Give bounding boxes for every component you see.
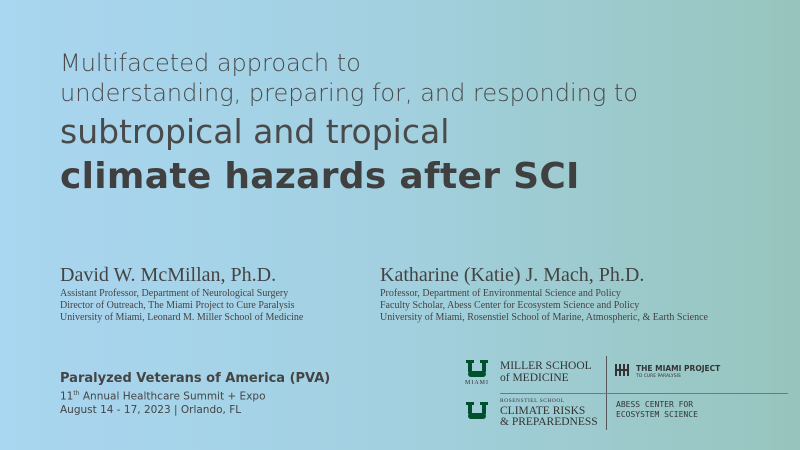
summit-name: Annual Healthcare Summit + Expo [79,390,266,403]
abess-center-logo [616,400,698,420]
event-summit [60,387,330,404]
miami-project-sub: TO CURE PARALYSIS [636,374,681,379]
rosenstiel-label: ROSENSTIEL SCHOOL [500,398,565,404]
presenter-name: Katharine (Katie) J. Mach, Ph.D. [380,264,645,286]
title-line-3: subtropical and tropical [60,112,450,151]
partner-logos [460,356,800,446]
climate-line-1: CLIMATE RISKS [500,405,586,417]
presenter-mach [380,262,790,324]
u-miami-logo [466,360,488,378]
miami-label: MIAMI [465,380,489,386]
presenter-affiliation: Director of Outreach, The Miami Project to Cure Paralysis [60,300,295,311]
presenter-mcmillan [60,262,370,324]
summit-ordinal: 11 [60,390,74,403]
presenter-affiliation: University of Miami, Leonard M. Miller School of Medicine [60,312,304,323]
miller-school-logo-text [500,360,592,384]
presenter-affiliation: Assistant Professor, Department of Neurological Surgery [60,288,289,299]
miami-project-icon [614,362,632,378]
event-dates-location: August 14 - 17, 2023 | Orlando, FL [60,403,242,416]
climate-line-2: & PREPAREDNESS [500,416,598,428]
presenter-affiliation: University of Miami, Rosenstiel School of Marine, Atmospheric, & Earth Science [380,312,708,323]
abess-line-2: ECOSYSTEM SCIENCE [616,410,698,419]
presenter-name: David W. McMillan, Ph.D. [60,264,277,286]
miami-project-logo [614,362,721,382]
miami-project-name: THE MIAMI PROJECT [636,364,721,373]
title-line-4: climate hazards after SCI [60,156,580,197]
event-info [60,370,330,417]
summit-ordinal-suffix: th [73,390,80,397]
event-organization: Paralyzed Veterans of America (PVA) [60,371,331,386]
u-miami-logo [466,402,488,420]
presenter-affiliation: Professor, Department of Environmental Science and Policy [380,288,621,299]
title-line-2: understanding, preparing for, and responding to [60,79,638,107]
miller-line-2: of MEDICINE [500,372,569,384]
presenter-affiliation: Faculty Scholar, Abess Center for Ecosystem Science and Policy [380,300,640,311]
title-line-1: Multifaceted approach to [60,49,361,77]
logo-divider-horizontal [500,393,788,394]
miller-line-1: MILLER SCHOOL [500,360,592,372]
abess-line-1: ABESS CENTER FOR [616,400,694,409]
slide-title [60,48,780,200]
